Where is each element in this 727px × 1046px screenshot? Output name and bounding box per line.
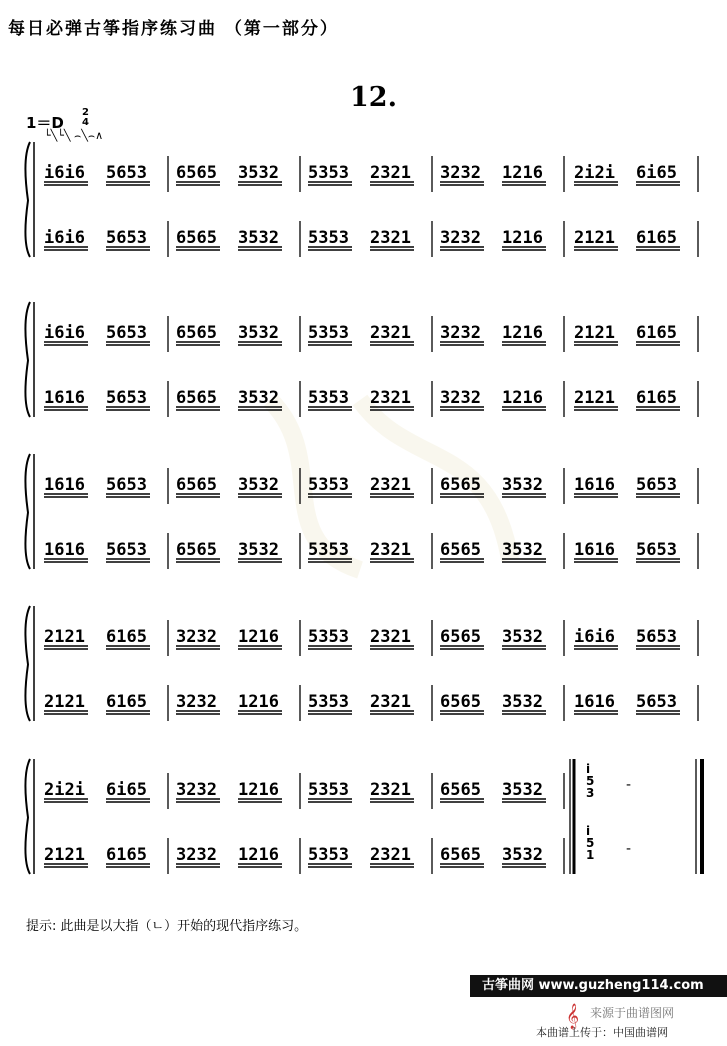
piece-number: 12. [350,82,397,113]
note-group: 2321 [370,845,411,865]
note-group: 3232 [176,692,217,712]
note-group: 6165 [636,323,677,343]
note-group: 3532 [238,163,279,183]
note-group: 6565 [176,540,217,560]
note-group: 5653 [636,692,677,712]
note-group: 2121 [44,627,85,647]
system-brace [25,606,30,721]
note-group: 1616 [574,540,615,560]
key-signature: 1＝D [26,114,64,132]
note-group: 5353 [308,475,349,495]
footer-source: 来源于曲谱图网 [590,1006,675,1020]
note-group: 5653 [636,627,677,647]
note-group: 6565 [440,692,481,712]
note-group: 5353 [308,163,349,183]
note-group: 6565 [176,323,217,343]
note-group: 6565 [440,627,481,647]
note-group: 2321 [370,163,411,183]
note-group: i6i6 [44,228,85,248]
note-group: 1216 [238,692,279,712]
note-group: 1216 [502,163,543,183]
system-brace [25,454,30,569]
note-group: 3232 [440,163,481,183]
note-group: i6i6 [44,323,85,343]
note-group: 6565 [176,228,217,248]
note-group: 1616 [44,540,85,560]
note-group: 5653 [106,163,147,183]
note-group: 5353 [308,540,349,560]
note-group: 2121 [44,845,85,865]
note-group: 3532 [238,228,279,248]
note-group: 5353 [308,692,349,712]
note-group: 3532 [502,692,543,712]
note-group: 2321 [370,228,411,248]
note-group: 6165 [636,228,677,248]
note-group: 3232 [440,323,481,343]
note-group: 5653 [106,388,147,408]
note-group: 3532 [502,627,543,647]
time-signature-bottom: 4 [82,117,89,128]
note-group: 2121 [574,228,615,248]
system-brace [25,759,30,874]
final-dash: - [626,841,632,857]
note-group: 6565 [440,475,481,495]
note-group: 5353 [308,228,349,248]
final-chord-note: 5 [586,774,595,788]
fingering-marks: └╲└╲ ⌢╲⌢∧ [44,129,104,142]
note-group: 6565 [440,540,481,560]
note-group: 5353 [308,388,349,408]
note-group: 3232 [176,627,217,647]
note-group: 1216 [502,228,543,248]
note-group: 6565 [176,163,217,183]
note-group: 3532 [238,388,279,408]
final-chord-note: 5 [586,836,595,850]
note-group: 2i2i [574,163,615,183]
note-group: 3532 [502,540,543,560]
system-brace [25,302,30,417]
footer-credit: 本曲谱上传于：中国曲谱网 [536,1026,668,1039]
note-group: 2321 [370,388,411,408]
footer-site-banner[interactable]: 古筝曲网 www.guzheng114.com [470,975,727,997]
final-chord-note: i [586,824,591,838]
note-group: 6i65 [636,163,677,183]
final-chord-note: i [586,762,591,776]
note-group: 2321 [370,540,411,560]
note-group: 1216 [238,780,279,800]
note-group: 6565 [440,780,481,800]
note-group: 3532 [238,540,279,560]
note-group: 3532 [502,845,543,865]
note-group: 1216 [238,845,279,865]
final-chord-note: 1 [586,848,595,862]
note-group: 6565 [440,845,481,865]
note-group: 1616 [44,475,85,495]
note-group: 3532 [502,780,543,800]
note-group: 1616 [44,388,85,408]
note-group: 3232 [176,845,217,865]
note-group: 3232 [440,388,481,408]
note-group: 1616 [574,692,615,712]
note-group: 3232 [176,780,217,800]
note-group: 3532 [238,475,279,495]
note-group: 3532 [238,323,279,343]
final-dash: - [626,777,632,793]
note-group: 6165 [636,388,677,408]
note-group: 5353 [308,627,349,647]
note-group: 1216 [238,627,279,647]
time-signature-top: 2 [82,107,89,118]
note-group: 2121 [574,388,615,408]
page-title: 每日必弹古筝指序练习曲 （第一部分） [8,19,339,39]
system-brace [25,142,30,257]
final-chord-note: 3 [586,786,595,800]
note-group: 6165 [106,845,147,865]
note-group: 5653 [636,475,677,495]
note-group: 2321 [370,627,411,647]
note-group: 6165 [106,692,147,712]
note-group: 5653 [106,323,147,343]
note-group: 2321 [370,692,411,712]
note-group: 2i2i [44,780,85,800]
note-group: 1616 [574,475,615,495]
note-group: 5353 [308,323,349,343]
note-group: 5353 [308,845,349,865]
note-group: 5653 [106,228,147,248]
note-group: 6565 [176,475,217,495]
note-group: 2321 [370,780,411,800]
note-group: 2321 [370,323,411,343]
note-group: 2321 [370,475,411,495]
note-group: i6i6 [44,163,85,183]
note-group: 1216 [502,323,543,343]
note-group: 6565 [176,388,217,408]
note-group: 5653 [106,540,147,560]
note-group: 6165 [106,627,147,647]
hint-text: 提示: 此曲是以大指（ㄴ）开始的现代指序练习。 [26,919,308,934]
note-group: 5653 [636,540,677,560]
note-group: i6i6 [574,627,615,647]
note-group: 5353 [308,780,349,800]
note-group: 2121 [574,323,615,343]
note-group: 5653 [106,475,147,495]
note-group: 3232 [440,228,481,248]
treble-clef-logo-icon: 𝄞 [566,1004,580,1029]
note-group: 6i65 [106,780,147,800]
note-group: 3532 [502,475,543,495]
note-group: 1216 [502,388,543,408]
note-group: 2121 [44,692,85,712]
